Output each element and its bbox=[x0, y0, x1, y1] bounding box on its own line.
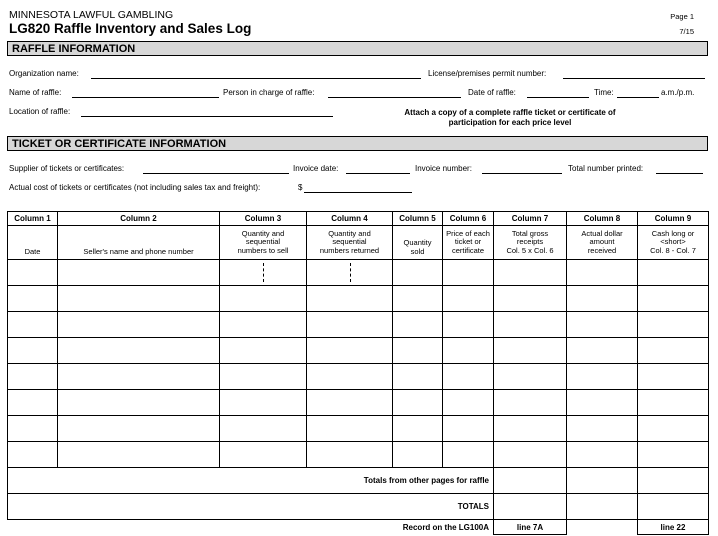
table-row bbox=[8, 364, 709, 390]
col7-desc bbox=[494, 226, 567, 260]
raffle-info-heading: RAFFLE INFORMATION bbox=[7, 41, 708, 56]
actual-amount-cell[interactable] bbox=[567, 286, 638, 312]
col6-desc-2: ticket or bbox=[454, 237, 482, 247]
seller-cell[interactable] bbox=[58, 390, 220, 416]
supplier-field[interactable] bbox=[143, 173, 289, 174]
col4-desc-3: numbers returned bbox=[319, 245, 380, 255]
person-in-charge-field[interactable] bbox=[328, 97, 461, 98]
agency-name: MINNESOTA LAWFUL GAMBLING bbox=[9, 9, 174, 21]
col3-header: Column 3 bbox=[220, 212, 307, 226]
qty-returned-cell[interactable] bbox=[307, 416, 393, 442]
totals-col7[interactable] bbox=[494, 494, 567, 520]
date-cell[interactable] bbox=[8, 286, 58, 312]
cash-long-short-cell[interactable] bbox=[638, 364, 709, 390]
col7-header: Column 7 bbox=[494, 212, 567, 226]
col6-desc-3: certificate bbox=[451, 245, 485, 255]
attach-note bbox=[370, 108, 650, 128]
date-cell[interactable] bbox=[8, 390, 58, 416]
price-cell[interactable] bbox=[443, 416, 494, 442]
total-printed-field[interactable] bbox=[656, 173, 703, 174]
qty-sold-cell[interactable] bbox=[393, 390, 443, 416]
location-label: Location of raffle: bbox=[9, 107, 71, 116]
record-row bbox=[8, 520, 709, 535]
actual-amount-cell[interactable] bbox=[567, 338, 638, 364]
col2-header: Column 2 bbox=[58, 212, 220, 226]
form-revision: 7/15 bbox=[679, 27, 694, 36]
qty-sold-cell[interactable] bbox=[393, 364, 443, 390]
qty-returned-cell[interactable] bbox=[307, 338, 393, 364]
col1-desc-text: Date bbox=[24, 246, 41, 256]
price-cell[interactable] bbox=[443, 390, 494, 416]
qty-sold-cell[interactable] bbox=[393, 338, 443, 364]
dollar-sign: $ bbox=[298, 183, 303, 192]
qty-returned-cell[interactable] bbox=[307, 364, 393, 390]
qty-sold-cell[interactable] bbox=[393, 286, 443, 312]
record-empty-cell bbox=[567, 520, 638, 535]
gross-receipts-cell[interactable] bbox=[494, 286, 567, 312]
col6-desc bbox=[443, 226, 494, 260]
raffle-name-field[interactable] bbox=[72, 97, 219, 98]
actual-amount-cell[interactable] bbox=[567, 416, 638, 442]
col7-desc-2: receipts bbox=[516, 237, 544, 247]
cash-long-short-cell[interactable] bbox=[638, 390, 709, 416]
time-field[interactable] bbox=[617, 97, 659, 98]
cash-long-short-cell[interactable] bbox=[638, 260, 709, 286]
date-cell[interactable] bbox=[8, 442, 58, 468]
totals-other-pages-row bbox=[8, 468, 709, 494]
license-label: License/premises permit number: bbox=[428, 69, 547, 78]
col4-desc-2: sequential bbox=[332, 237, 367, 247]
actual-amount-cell[interactable] bbox=[567, 260, 638, 286]
gross-receipts-cell[interactable] bbox=[494, 312, 567, 338]
attach-note-line-1: Attach a copy of a complete raffle ticket or certificate of bbox=[404, 108, 616, 117]
license-field[interactable] bbox=[563, 78, 705, 79]
ampm-label: a.m./p.m. bbox=[661, 88, 695, 97]
gross-receipts-cell[interactable] bbox=[494, 338, 567, 364]
qty-returned-cell[interactable] bbox=[307, 442, 393, 468]
qty-returned-cell[interactable] bbox=[307, 286, 393, 312]
col9-header: Column 9 bbox=[638, 212, 709, 226]
col8-desc-1: Actual dollar bbox=[581, 228, 623, 238]
cash-long-short-cell[interactable] bbox=[638, 416, 709, 442]
actual-amount-cell[interactable] bbox=[567, 390, 638, 416]
cash-long-short-cell[interactable] bbox=[638, 442, 709, 468]
qty-returned-cell[interactable] bbox=[307, 390, 393, 416]
price-cell[interactable] bbox=[443, 312, 494, 338]
qty-to-sell-cell[interactable] bbox=[220, 312, 307, 338]
table-row bbox=[8, 260, 709, 286]
table-row bbox=[8, 442, 709, 468]
actual-cost-label: Actual cost of tickets or certificates (not including sales tax and freight): bbox=[9, 183, 261, 192]
totals-label: TOTALS bbox=[8, 494, 494, 520]
col9-desc-1: Cash long or bbox=[651, 228, 695, 238]
invoice-number-label: Invoice number: bbox=[415, 164, 472, 173]
seller-cell[interactable] bbox=[58, 312, 220, 338]
qty-sold-cell[interactable] bbox=[393, 442, 443, 468]
seller-cell[interactable] bbox=[58, 286, 220, 312]
total-printed-label: Total number printed: bbox=[568, 164, 644, 173]
gross-receipts-cell[interactable] bbox=[494, 260, 567, 286]
qty-to-sell-cell[interactable] bbox=[220, 416, 307, 442]
supplier-label: Supplier of tickets or certificates: bbox=[9, 164, 125, 173]
price-cell[interactable] bbox=[443, 364, 494, 390]
cash-long-short-cell[interactable] bbox=[638, 312, 709, 338]
qty-sold-cell[interactable] bbox=[393, 260, 443, 286]
col8-desc bbox=[567, 226, 638, 260]
person-in-charge-label: Person in charge of raffle: bbox=[223, 88, 315, 97]
col5-desc bbox=[393, 226, 443, 260]
cash-long-short-cell[interactable] bbox=[638, 338, 709, 364]
col5-header: Column 5 bbox=[393, 212, 443, 226]
col5-desc-1: Quantity bbox=[403, 238, 432, 247]
actual-cost-field[interactable] bbox=[304, 192, 412, 193]
time-label: Time: bbox=[594, 88, 614, 97]
col8-desc-2: amount bbox=[589, 237, 615, 247]
totals-col8[interactable] bbox=[567, 494, 638, 520]
totals-other-col7[interactable] bbox=[494, 468, 567, 494]
col9-desc bbox=[638, 226, 709, 260]
price-cell[interactable] bbox=[443, 260, 494, 286]
table-row bbox=[8, 312, 709, 338]
seller-cell[interactable] bbox=[58, 442, 220, 468]
totals-row bbox=[8, 494, 709, 520]
col7-desc-3: Col. 5 x Col. 6 bbox=[506, 245, 554, 255]
actual-amount-cell[interactable] bbox=[567, 312, 638, 338]
col9-desc-3: Col. 8 - Col. 7 bbox=[650, 245, 696, 255]
qty-to-sell-cell[interactable] bbox=[220, 260, 307, 286]
col4-desc bbox=[307, 226, 393, 260]
qty-sold-cell[interactable] bbox=[393, 416, 443, 442]
table-row bbox=[8, 286, 709, 312]
record-on-label: Record on the LG100A bbox=[8, 520, 494, 535]
price-cell[interactable] bbox=[443, 442, 494, 468]
col4-header: Column 4 bbox=[307, 212, 393, 226]
actual-amount-cell[interactable] bbox=[567, 442, 638, 468]
col3-desc bbox=[220, 226, 307, 260]
col6-header: Column 6 bbox=[443, 212, 494, 226]
cash-long-short-cell[interactable] bbox=[638, 286, 709, 312]
price-cell[interactable] bbox=[443, 286, 494, 312]
org-name-field[interactable] bbox=[91, 78, 421, 79]
ticket-info-heading: TICKET OR CERTIFICATE INFORMATION bbox=[7, 136, 708, 151]
seller-cell[interactable] bbox=[58, 364, 220, 390]
totals-other-pages-label: Totals from other pages for raffle bbox=[8, 468, 494, 494]
gross-receipts-cell[interactable] bbox=[494, 442, 567, 468]
line-22-label: line 22 bbox=[638, 520, 709, 535]
date-cell[interactable] bbox=[8, 338, 58, 364]
seller-cell[interactable] bbox=[58, 338, 220, 364]
qty-to-sell-cell[interactable] bbox=[220, 442, 307, 468]
table-row bbox=[8, 338, 709, 364]
qty-to-sell-cell[interactable] bbox=[220, 390, 307, 416]
column-description-row bbox=[8, 226, 709, 260]
date-cell[interactable] bbox=[8, 416, 58, 442]
col3-desc-1: Quantity and bbox=[241, 228, 285, 238]
col5-desc-2: sold bbox=[410, 246, 425, 256]
price-cell[interactable] bbox=[443, 338, 494, 364]
gross-receipts-cell[interactable] bbox=[494, 390, 567, 416]
form-title: LG820 Raffle Inventory and Sales Log bbox=[9, 21, 252, 36]
attach-note-line-2: participation for each price level bbox=[448, 118, 572, 127]
seller-cell[interactable] bbox=[58, 416, 220, 442]
col3-desc-3: numbers to sell bbox=[237, 245, 289, 255]
qty-to-sell-cell[interactable] bbox=[220, 286, 307, 312]
invoice-date-label: Invoice date: bbox=[293, 164, 339, 173]
actual-amount-cell[interactable] bbox=[567, 364, 638, 390]
raffle-name-label: Name of raffle: bbox=[9, 88, 62, 97]
org-name-label: Organization name: bbox=[9, 69, 79, 78]
raffle-date-field[interactable] bbox=[527, 97, 589, 98]
location-field[interactable] bbox=[81, 116, 333, 117]
gross-receipts-cell[interactable] bbox=[494, 364, 567, 390]
col6-desc-1: Price of each bbox=[446, 228, 490, 238]
date-cell[interactable] bbox=[8, 260, 58, 286]
invoice-number-field[interactable] bbox=[482, 173, 562, 174]
sales-log-table bbox=[7, 211, 709, 535]
col1-desc bbox=[8, 226, 58, 260]
col2-desc-text: Seller's name and phone number bbox=[83, 246, 194, 256]
column-number-row bbox=[8, 212, 709, 226]
table-row bbox=[8, 390, 709, 416]
qty-sold-cell[interactable] bbox=[393, 312, 443, 338]
col4-desc-1: Quantity and bbox=[328, 228, 371, 238]
totals-other-col9[interactable] bbox=[638, 468, 709, 494]
raffle-date-label: Date of raffle: bbox=[468, 88, 516, 97]
qty-to-sell-cell[interactable] bbox=[220, 338, 307, 364]
col3-desc-2: sequential bbox=[245, 237, 281, 247]
qty-returned-cell[interactable] bbox=[307, 260, 393, 286]
totals-other-col8[interactable] bbox=[567, 468, 638, 494]
col2-desc bbox=[58, 226, 220, 260]
date-cell[interactable] bbox=[8, 312, 58, 338]
line-7a-label: line 7A bbox=[494, 520, 567, 535]
table-row bbox=[8, 416, 709, 442]
qty-to-sell-cell[interactable] bbox=[220, 364, 307, 390]
seller-cell[interactable] bbox=[58, 260, 220, 286]
col1-header: Column 1 bbox=[8, 212, 58, 226]
qty-returned-cell[interactable] bbox=[307, 312, 393, 338]
col7-desc-1: Total gross bbox=[511, 228, 549, 238]
date-cell[interactable] bbox=[8, 364, 58, 390]
col8-desc-3: received bbox=[587, 245, 617, 255]
invoice-date-field[interactable] bbox=[346, 173, 410, 174]
gross-receipts-cell[interactable] bbox=[494, 416, 567, 442]
page-number: Page 1 bbox=[670, 12, 694, 21]
col8-header: Column 8 bbox=[567, 212, 638, 226]
col9-desc-2: <short> bbox=[660, 237, 686, 247]
totals-col9[interactable] bbox=[638, 494, 709, 520]
